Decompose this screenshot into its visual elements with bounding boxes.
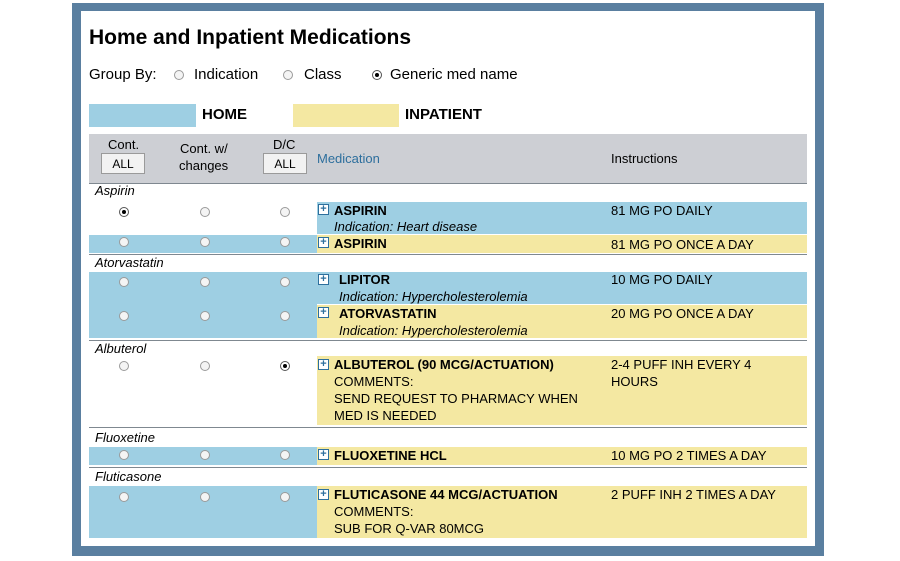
med-comments-label: COMMENTS: (334, 374, 414, 389)
med-indication: Indication: Heart disease (334, 219, 478, 234)
lipitor-cont-radio[interactable] (119, 277, 129, 287)
group-divider (89, 467, 807, 468)
header-divider (89, 183, 807, 184)
atorvastatin-cont-radio[interactable] (119, 311, 129, 321)
group-label-fluoxetine: Fluoxetine (95, 430, 155, 445)
dc-all-button[interactable]: ALL (263, 153, 307, 174)
fluoxetine-cont-radio[interactable] (119, 450, 129, 460)
expand-plus-icon[interactable]: + (318, 307, 329, 318)
aspirin-home-cont-radio[interactable] (119, 207, 129, 217)
lipitor-dc-radio[interactable] (280, 277, 290, 287)
expand-plus-icon[interactable]: + (318, 204, 329, 215)
group-divider (89, 427, 807, 428)
expand-plus-icon[interactable]: + (318, 489, 329, 500)
page-title: Home and Inpatient Medications (89, 26, 412, 49)
med-name: FLUTICASONE 44 MCG/ACTUATION (334, 487, 558, 502)
albuterol-cont-radio[interactable] (119, 361, 129, 371)
group-label-aspirin: Aspirin (95, 183, 135, 198)
med-comments-label: COMMENTS: (334, 504, 414, 519)
dc-column-header: D/C (273, 137, 296, 152)
cont-all-button[interactable]: ALL (101, 153, 145, 174)
med-comment-line: MED IS NEEDED (334, 408, 437, 423)
group-by-indication-label[interactable]: Indication (194, 66, 259, 83)
atorvastatin-cont-changes-radio[interactable] (200, 311, 210, 321)
aspirin-home-dc-radio[interactable] (280, 207, 290, 217)
fluticasone-cont-changes-radio[interactable] (200, 492, 210, 502)
group-by-label: Group By: (89, 66, 157, 83)
med-comment-line: SUB FOR Q-VAR 80MCG (334, 521, 485, 536)
med-instructions: 81 MG PO DAILY (611, 203, 713, 218)
group-by-generic-label[interactable]: Generic med name (390, 66, 518, 83)
group-label-albuterol: Albuterol (95, 341, 147, 356)
instructions-column-header: Instructions (611, 151, 678, 166)
aspirin-inpatient-dc-radio[interactable] (280, 237, 290, 247)
lipitor-cont-changes-radio[interactable] (200, 277, 210, 287)
med-instructions: 20 MG PO ONCE A DAY (611, 306, 754, 321)
med-instructions: 2-4 PUFF INH EVERY 4 (611, 357, 752, 372)
aspirin-inpatient-cont-changes-radio[interactable] (200, 237, 210, 247)
group-by-indication-radio[interactable] (174, 70, 184, 80)
fluticasone-dc-radio[interactable] (280, 492, 290, 502)
med-instructions: HOURS (611, 374, 658, 389)
med-indication: Indication: Hypercholesterolemia (339, 323, 528, 338)
cont-changes-header-line1: Cont. w/ (180, 141, 228, 156)
med-name: FLUOXETINE HCL (334, 448, 447, 463)
expand-plus-icon[interactable]: + (318, 359, 329, 370)
inpatient-legend-swatch (293, 104, 399, 127)
fluoxetine-dc-radio[interactable] (280, 450, 290, 460)
med-indication: Indication: Hypercholesterolemia (339, 289, 528, 304)
med-instructions: 81 MG PO ONCE A DAY (611, 237, 754, 252)
fluoxetine-cont-changes-radio[interactable] (200, 450, 210, 460)
cont-column-header: Cont. (108, 137, 140, 152)
med-name: LIPITOR (339, 272, 391, 287)
group-by-class-label[interactable]: Class (304, 66, 342, 83)
aspirin-home-cont-changes-radio[interactable] (200, 207, 210, 217)
medication-column-header[interactable]: Medication (317, 151, 380, 166)
group-divider (89, 340, 807, 341)
home-legend-swatch (89, 104, 196, 127)
group-by-class-radio[interactable] (283, 70, 293, 80)
atorvastatin-dc-radio[interactable] (280, 311, 290, 321)
cont-changes-header-line2: changes (179, 158, 229, 173)
group-label-fluticasone: Fluticasone (95, 469, 162, 484)
group-by-generic-radio[interactable] (372, 70, 382, 80)
albuterol-dc-radio[interactable] (280, 361, 290, 371)
group-divider (89, 254, 807, 255)
home-legend-label: HOME (202, 106, 247, 123)
med-name: ATORVASTATIN (339, 306, 437, 321)
med-instructions: 10 MG PO DAILY (611, 272, 713, 287)
med-instructions: 2 PUFF INH 2 TIMES A DAY (611, 487, 776, 502)
expand-plus-icon[interactable]: + (318, 274, 329, 285)
med-comment-line: SEND REQUEST TO PHARMACY WHEN (334, 391, 578, 406)
aspirin-inpatient-cont-radio[interactable] (119, 237, 129, 247)
expand-plus-icon[interactable]: + (318, 237, 329, 248)
med-name: ASPIRIN (334, 236, 387, 251)
med-name: ASPIRIN (334, 203, 387, 218)
group-label-atorvastatin: Atorvastatin (95, 255, 164, 270)
albuterol-cont-changes-radio[interactable] (200, 361, 210, 371)
inpatient-legend-label: INPATIENT (405, 106, 482, 123)
med-name: ALBUTEROL (90 MCG/ACTUATION) (334, 357, 554, 372)
expand-plus-icon[interactable]: + (318, 449, 329, 460)
fluticasone-cont-radio[interactable] (119, 492, 129, 502)
med-instructions: 10 MG PO 2 TIMES A DAY (611, 448, 767, 463)
